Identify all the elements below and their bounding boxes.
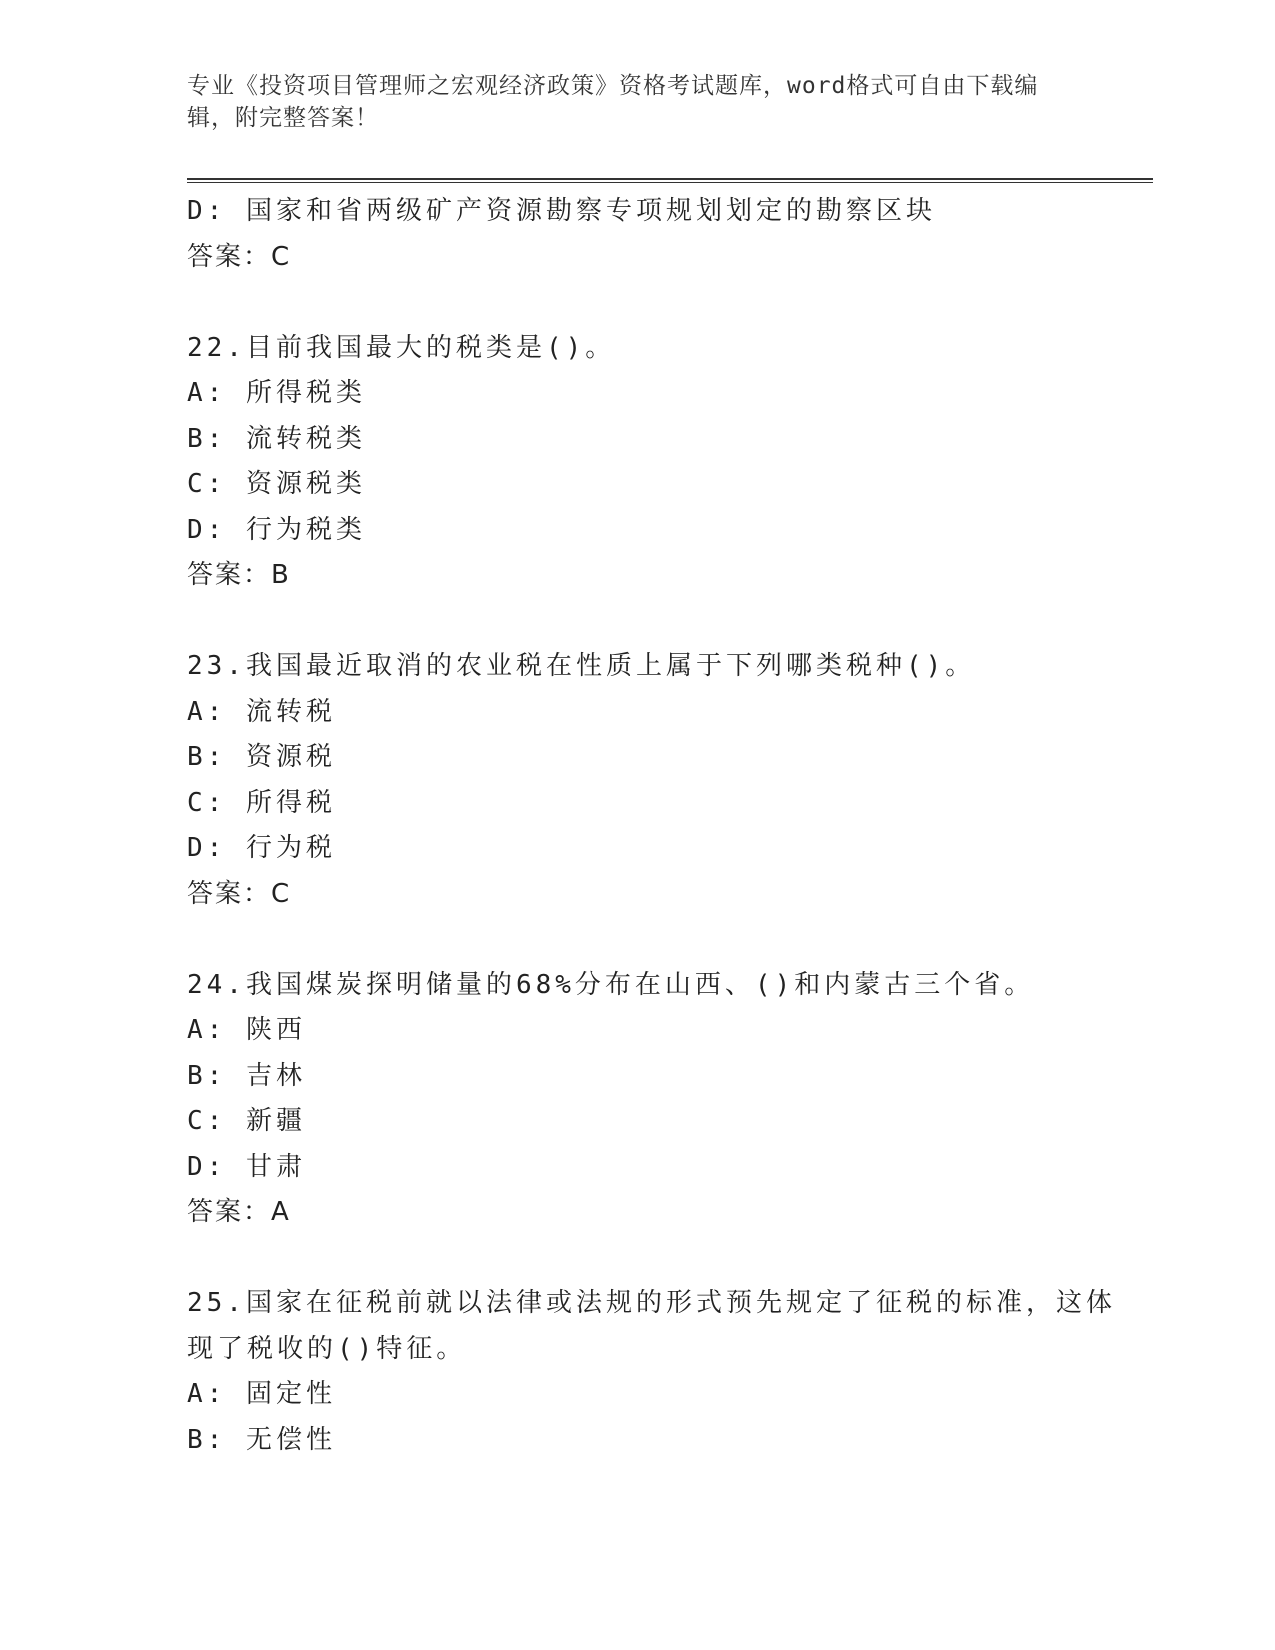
question-stem-line-1: 25.国家在征税前就以法律或法规的形式预先规定了征税的标准，这体 — [187, 1288, 1116, 1318]
option-a: A: 流转税 — [187, 696, 336, 727]
option-a: A: 陕西 — [187, 1015, 306, 1045]
option-a: A: 固定性 — [187, 1379, 336, 1409]
question-24 — [187, 963, 1087, 1236]
answer: 答案：C — [187, 878, 292, 909]
header-line-2: 辑，附完整答案！ — [187, 105, 379, 131]
option-d: D: 行为税类 — [187, 514, 366, 545]
question-stem-line-2: 现了税收的()特征。 — [187, 1333, 467, 1364]
option-c: C: 新疆 — [187, 1106, 306, 1136]
header-line-1: 专业《投资项目管理师之宏观经济政策》资格考试题库，word格式可自由下载编 — [187, 73, 1039, 99]
question-stem: 24.我国煤炭探明储量的68%分布在山西、()和内蒙古三个省。 — [187, 969, 1035, 1000]
answer: 答案：B — [187, 560, 291, 590]
question-23 — [187, 644, 1087, 917]
question-stem: 22.目前我国最大的税类是()。 — [187, 332, 616, 363]
option-a: A: 所得税类 — [187, 378, 366, 408]
question-stem: 23.我国最近取消的农业税在性质上属于下列哪类税种()。 — [187, 651, 976, 681]
answer: 答案：A — [187, 1197, 291, 1227]
answer: 答案：C — [187, 241, 292, 272]
option-d: D: 行为税 — [187, 833, 336, 863]
option-b: B: 吉林 — [187, 1060, 306, 1091]
option-b: B: 资源税 — [187, 742, 336, 772]
option-d: D: 甘肃 — [187, 1151, 306, 1182]
option-d: D: 国家和省两级矿产资源勘察专项规划划定的勘察区块 — [187, 196, 936, 226]
question-list — [187, 189, 1116, 1463]
document-header — [187, 70, 1087, 134]
header-divider — [187, 178, 1153, 183]
question-22 — [187, 326, 1087, 599]
option-b: B: 无偿性 — [187, 1424, 336, 1455]
option-b: B: 流转税类 — [187, 423, 366, 454]
option-c: C: 资源税类 — [187, 469, 366, 499]
option-c: C: 所得税 — [187, 787, 336, 818]
question-25 — [187, 1281, 1116, 1463]
